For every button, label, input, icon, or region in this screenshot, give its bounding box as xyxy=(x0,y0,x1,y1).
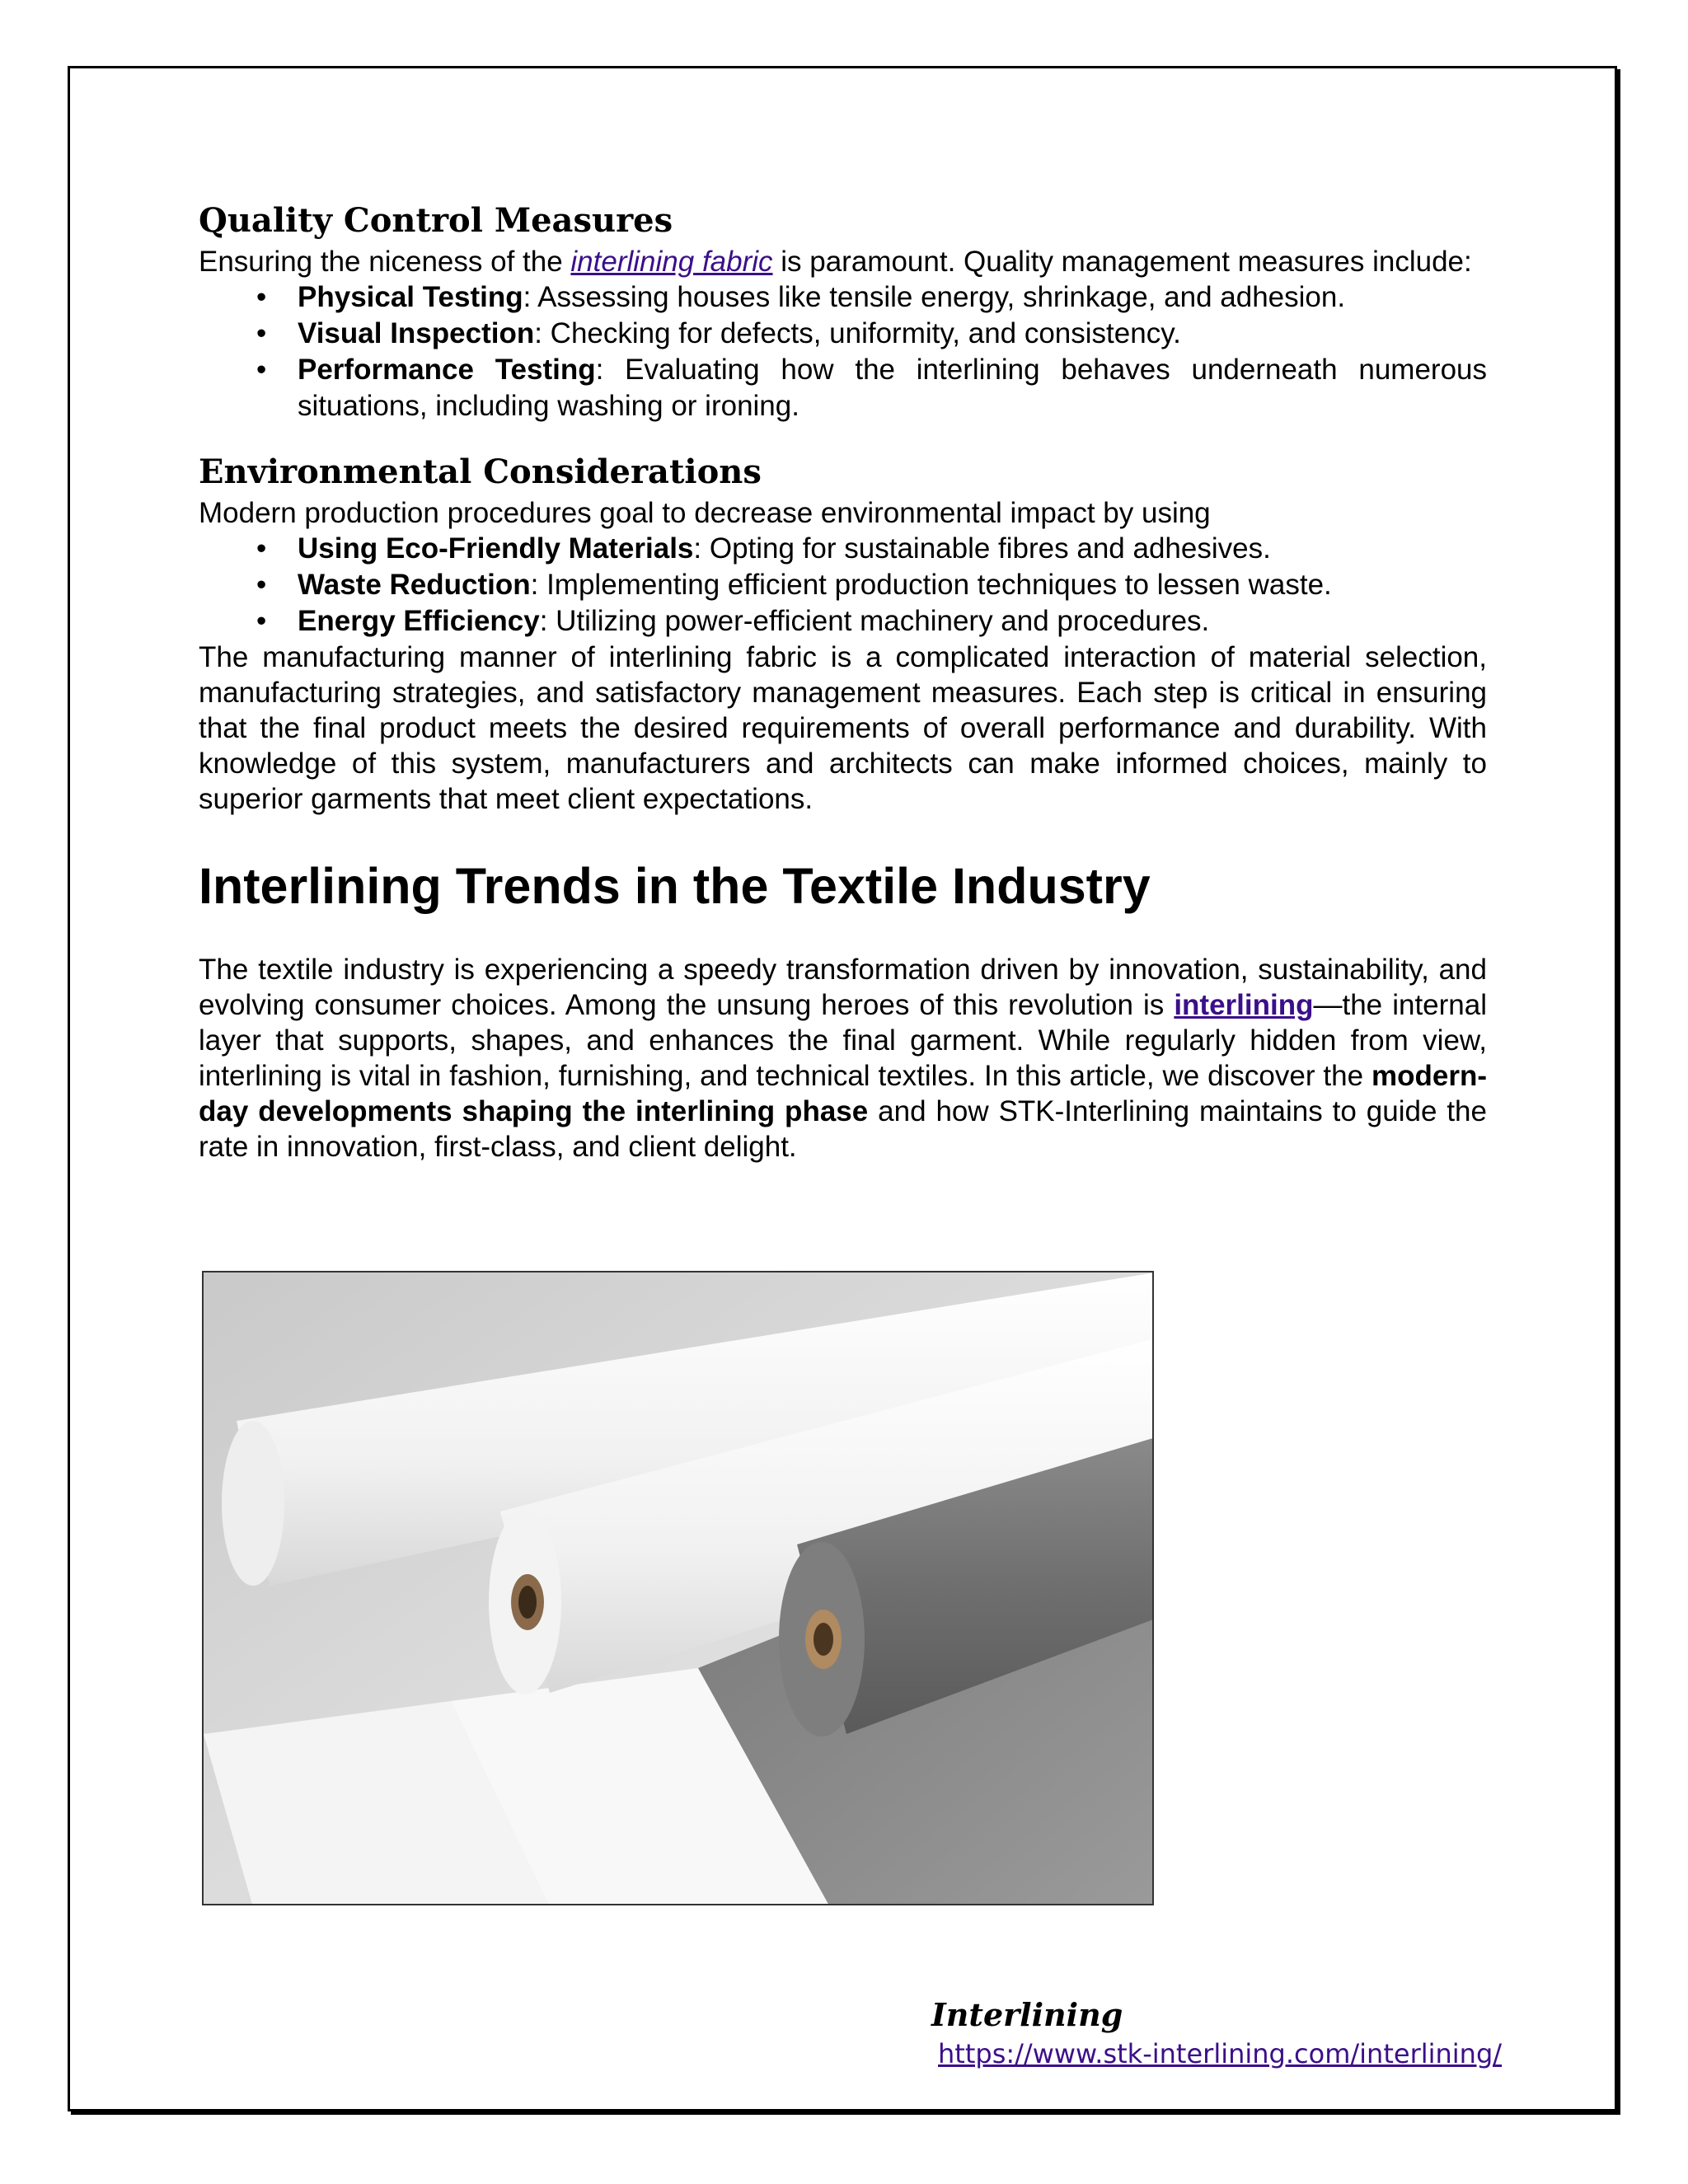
footer-title: Interlining xyxy=(931,1996,1123,2033)
environment-intro: Modern production procedures goal to decrease environmental impact by using xyxy=(199,497,1211,529)
quality-intro-text: Ensuring the niceness of the xyxy=(199,246,571,278)
interlining-fabric-link[interactable]: interlining fabric xyxy=(570,246,773,278)
document-body xyxy=(199,198,1487,1165)
quality-list xyxy=(199,279,1487,424)
trends-paragraph xyxy=(199,952,1487,1165)
list-item-text: : Utilizing power-efficient machinery and procedures. xyxy=(539,605,1210,637)
list-item-text: : Implementing efficient production techniques to lessen waste. xyxy=(530,569,1332,601)
footer-url-link[interactable]: https://www.stk-interlining.com/interlining/ xyxy=(938,2038,1503,2069)
environment-list xyxy=(199,531,1487,640)
list-item-text: : Evaluating how the interlining behaves underneath numerous situations, including washing or ironing. xyxy=(298,354,1487,422)
list-item xyxy=(298,531,1487,567)
list-item-text: : Checking for defects, uniformity, and consistency. xyxy=(534,317,1181,349)
list-item-term: Waste Reduction xyxy=(298,569,531,601)
trends-heading: Interlining Trends in the Textile Industry xyxy=(199,858,1151,914)
list-item xyxy=(298,603,1487,640)
trends-bold-phrase: modern-day developments shaping the interlining phase xyxy=(199,1060,1487,1127)
interlining-rolls-photo xyxy=(202,1271,1154,1905)
quality-heading: Quality Control Measures xyxy=(199,201,673,240)
list-item-text: : Assessing houses like tensile energy, shrinkage, and adhesion. xyxy=(523,281,1346,313)
list-item xyxy=(298,567,1487,603)
quality-intro-text-2: is paramount. Quality management measures include: xyxy=(772,246,1472,278)
trends-text-3: and how STK-Interlining maintains to guide the rate in innovation, first-class, and client delight. xyxy=(199,1095,1487,1163)
environment-heading: Environmental Considerations xyxy=(199,452,762,491)
quality-intro xyxy=(199,244,1487,279)
list-item xyxy=(298,279,1487,316)
list-item xyxy=(298,316,1487,352)
list-item-term: Using Eco-Friendly Materials xyxy=(298,532,694,565)
list-item-text: : Opting for sustainable fibres and adhesives. xyxy=(693,532,1271,565)
interlining-link[interactable]: interlining xyxy=(1174,989,1314,1021)
environment-summary: The manufacturing manner of interlining fabric is a complicated interaction of material selection, manufacturing strategies, and satisfactory management measures. Each step is critical in ensuring that the final product meets the desired requirements of overall performance and durability. With knowledge of this system, manufacturers and architects can make informed choices, mainly to superior garments that meet client expectations. xyxy=(199,641,1487,815)
trends-text-2: —the internal layer that supports, shapes, and enhances the final garment. While regularly hidden from view, interlining is vital in fashion, furnishing, and technical textiles. In this article, we discover the xyxy=(199,989,1487,1092)
list-item xyxy=(298,352,1487,424)
trends-text: The textile industry is experiencing a speedy transformation driven by innovation, sustainability, and evolving consumer choices. Among the unsung heroes of this revolution is xyxy=(199,954,1487,1021)
list-item-term: Physical Testing xyxy=(298,281,523,313)
list-item-term: Visual Inspection xyxy=(298,317,535,349)
list-item-term: Energy Efficiency xyxy=(298,605,540,637)
list-item-term: Performance Testing xyxy=(298,354,596,386)
